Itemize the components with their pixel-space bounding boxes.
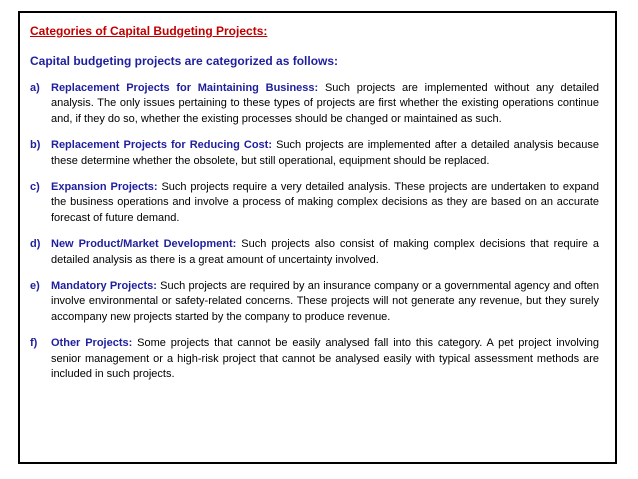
- list-item: [30, 237, 599, 268]
- item-body: [51, 237, 599, 268]
- item-term: Mandatory Projects:: [51, 280, 157, 293]
- item-description: Some projects that cannot be easily analysed fall into this category. A pet project involving senior management or a high-risk project that cannot be analysed easily with typical assessment methods are included in such projects.: [51, 337, 599, 381]
- item-term: Other Projects:: [51, 337, 133, 350]
- list-item: [30, 336, 599, 382]
- list-marker: c): [30, 181, 40, 194]
- list-marker: a): [30, 82, 40, 94]
- list-marker: e): [30, 280, 40, 293]
- item-body: [51, 138, 599, 169]
- list-marker: f): [30, 337, 38, 350]
- item-term: Replacement Projects for Maintaining Business:: [51, 82, 319, 94]
- item-description: Such projects are implemented without any detailed analysis. The only issues pertaining to these types of projects are first whether the existing operations continue and, if they do so, whether the existing processes should be changed or maintained as such.: [51, 82, 599, 125]
- item-description: Such projects also consist of making complex decisions that require a detailed analysis as there is a great amount of uncertainty involved.: [51, 238, 599, 266]
- list-item: [30, 180, 599, 226]
- slide-frame: [18, 11, 617, 464]
- item-term: Replacement Projects for Reducing Cost:: [51, 139, 272, 152]
- item-body: [51, 81, 599, 127]
- list-item: [30, 138, 599, 169]
- item-description: Such projects are required by an insurance company or a governmental agency and often involve environmental or safety-related concerns. These projects will not generate any revenue, but they surely accompany new projects started by the company to produce revenue.: [51, 280, 599, 323]
- slide-heading: Categories of Capital Budgeting Projects:: [30, 24, 268, 38]
- item-body: [51, 180, 599, 226]
- list-marker: b): [30, 139, 41, 152]
- list-item: [30, 279, 599, 325]
- intro-line: Capital budgeting projects are categorized as follows:: [30, 54, 339, 68]
- item-body: [51, 279, 599, 325]
- item-term: Expansion Projects:: [51, 181, 158, 194]
- item-body: [51, 336, 599, 382]
- item-term: New Product/Market Development:: [51, 238, 237, 251]
- item-description: Such projects require a very detailed analysis. These projects are undertaken to expand the business operations and involve a process of making complex decisions as they are based on an accurate forecast of future demand.: [51, 181, 599, 224]
- list-item: [30, 81, 599, 127]
- list-marker: d): [30, 238, 41, 251]
- item-description: Such projects are implemented after a detailed analysis because these determine whether the obsolete, but still operational, equipment should be replaced.: [51, 139, 599, 167]
